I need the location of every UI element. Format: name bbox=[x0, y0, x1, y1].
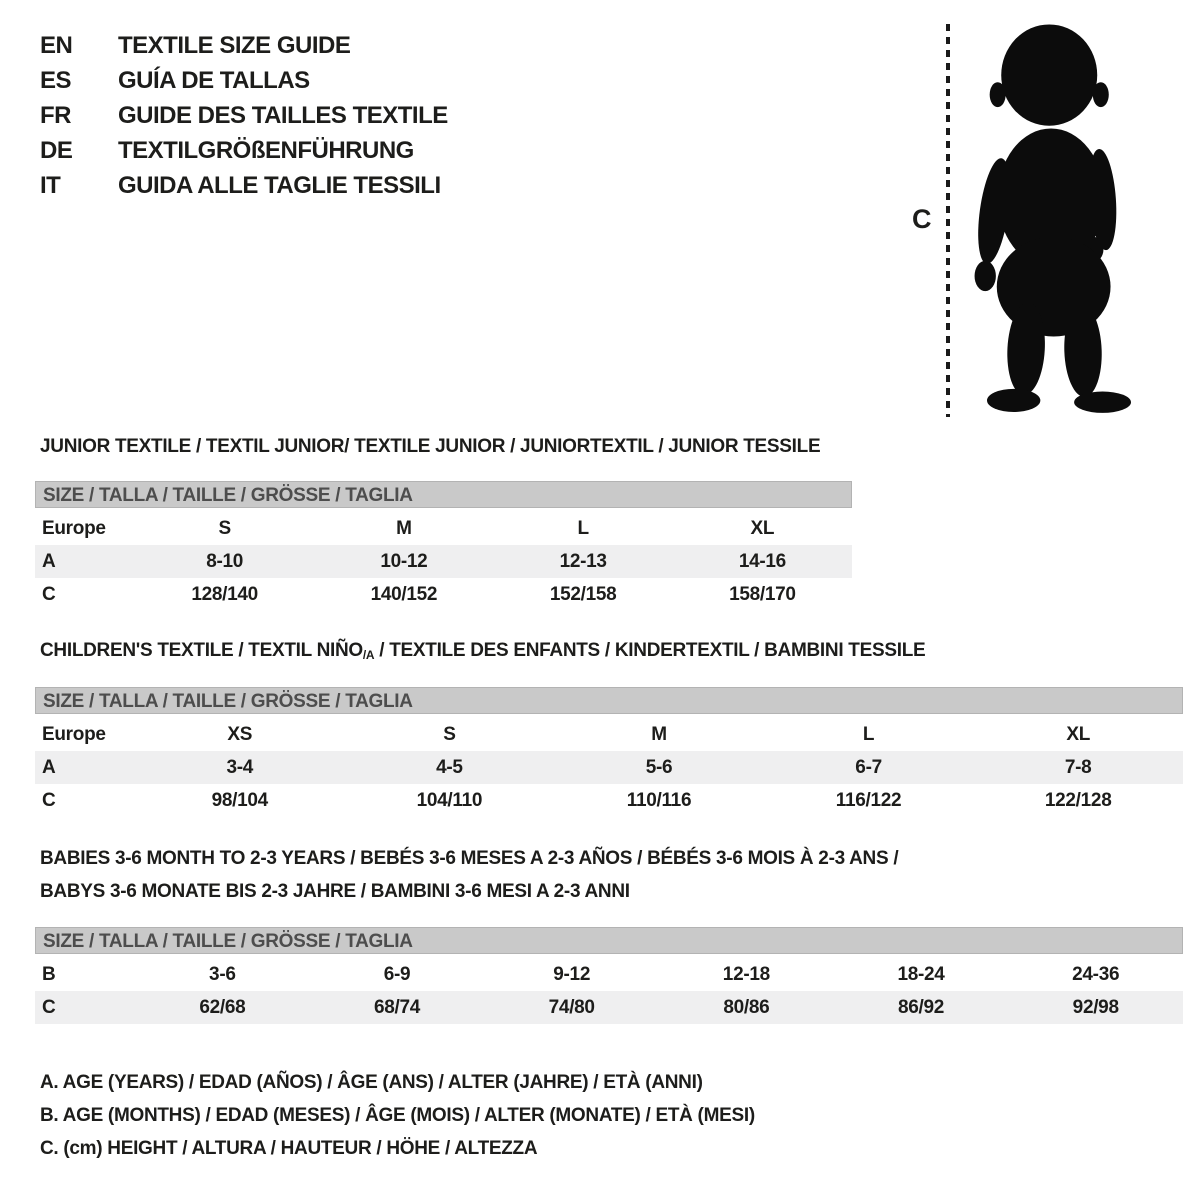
lang-row-fr bbox=[40, 98, 448, 133]
children-size-table bbox=[35, 687, 1183, 817]
row-label: C bbox=[42, 996, 56, 1018]
children-section-title bbox=[40, 640, 925, 662]
measurement-legend bbox=[40, 1066, 755, 1165]
table-cell: 3-6 bbox=[209, 963, 236, 985]
junior-section-title: JUNIOR TEXTILE / TEXTIL JUNIOR/ TEXTILE JUNIOR / JUNIORTEXTIL / JUNIOR TESSILE bbox=[40, 436, 821, 457]
table-cell: 18-24 bbox=[897, 963, 945, 985]
table-cell: 80/86 bbox=[723, 996, 770, 1018]
guide-title-de: TEXTILGRÖßENFÜHRUNG bbox=[118, 136, 414, 164]
table-cell: 122/128 bbox=[1044, 789, 1112, 811]
row-label: A bbox=[42, 550, 56, 572]
legend-line-c: C. (cm) HEIGHT / ALTURA / HAUTEUR / HÖHE / ALTEZZA bbox=[40, 1138, 538, 1159]
language-title-block bbox=[40, 28, 448, 203]
table-cell: 110/116 bbox=[626, 789, 692, 811]
row-label: C bbox=[42, 583, 56, 605]
lang-code: FR bbox=[40, 101, 71, 129]
table-cell: 9-12 bbox=[553, 963, 591, 985]
junior-size-table bbox=[35, 481, 852, 611]
babies-size-table bbox=[35, 927, 1183, 1024]
table-cell: 12-18 bbox=[722, 963, 770, 985]
table-header: SIZE / TALLA / TAILLE / GRÖSSE / TAGLIA bbox=[35, 481, 852, 508]
table-cell: XS bbox=[227, 723, 253, 745]
table-header: SIZE / TALLA / TAILLE / GRÖSSE / TAGLIA bbox=[35, 687, 1183, 714]
legend-line-a: A. AGE (YEARS) / EDAD (AÑOS) / ÂGE (ANS) / ALTER (JAHRE) / ETÀ (ANNI) bbox=[40, 1072, 703, 1093]
table-row bbox=[35, 958, 1183, 991]
children-title-part: CHILDREN'S TEXTILE / TEXTIL NIÑO bbox=[40, 640, 363, 661]
table-row bbox=[35, 751, 1183, 784]
table-cell: 3-4 bbox=[226, 756, 254, 778]
table-cell: 62/68 bbox=[199, 996, 246, 1018]
row-label: C bbox=[42, 789, 56, 811]
row-label: A bbox=[42, 756, 56, 778]
table-cell: M bbox=[396, 517, 412, 539]
table-cell: 24-36 bbox=[1072, 963, 1120, 985]
table-cell: 152/158 bbox=[549, 583, 617, 605]
children-title-part: / TEXTILE DES ENFANTS / KINDERTEXTIL / BAMBINI TESSILE bbox=[374, 640, 926, 661]
table-cell: XL bbox=[1066, 723, 1091, 745]
table-cell: 5-6 bbox=[645, 756, 673, 778]
babies-section-title bbox=[40, 842, 898, 908]
table-cell: 92/98 bbox=[1072, 996, 1119, 1018]
babies-title-line2: BABYS 3-6 MONATE BIS 2-3 JAHRE / BAMBINI 3-6 MESI A 2-3 ANNI bbox=[40, 881, 630, 902]
table-cell: 68/74 bbox=[373, 996, 421, 1018]
lang-row-en bbox=[40, 28, 448, 63]
table-cell: S bbox=[218, 517, 231, 539]
legend-line-b: B. AGE (MONTHS) / EDAD (MESES) / ÂGE (MOIS) / ALTER (MONATE) / ETÀ (MESI) bbox=[40, 1105, 755, 1126]
lang-row-de bbox=[40, 133, 448, 168]
table-cell: M bbox=[651, 723, 667, 745]
lang-row-es bbox=[40, 63, 448, 98]
guide-title-en: TEXTILE SIZE GUIDE bbox=[118, 31, 351, 59]
lang-row-it bbox=[40, 168, 448, 203]
table-cell: 140/152 bbox=[370, 583, 438, 605]
table-cell: 86/92 bbox=[898, 996, 945, 1018]
table-cell: 7-8 bbox=[1064, 756, 1092, 778]
table-row bbox=[35, 784, 1183, 817]
children-title-subscript: /A bbox=[362, 648, 375, 662]
table-cell: 10-12 bbox=[380, 550, 428, 572]
table-cell: 4-5 bbox=[436, 756, 463, 778]
table-cell: XL bbox=[750, 517, 775, 539]
table-cell: 12-13 bbox=[559, 550, 607, 572]
row-label: Europe bbox=[42, 723, 106, 745]
guide-title-fr: GUIDE DES TAILLES TEXTILE bbox=[118, 101, 448, 129]
table-cell: 128/140 bbox=[191, 583, 258, 605]
table-cell: 158/170 bbox=[729, 583, 796, 605]
babies-title-line1: BABIES 3-6 MONTH TO 2-3 YEARS / BEBÉS 3-6 MESES A 2-3 AÑOS / BÉBÉS 3-6 MOIS À 2-3 ANS / bbox=[40, 848, 899, 869]
toddler-silhouette-icon bbox=[962, 20, 1140, 420]
guide-title-it: GUIDA ALLE TAGLIE TESSILI bbox=[118, 171, 441, 199]
table-cell: 6-9 bbox=[383, 963, 411, 985]
height-measure-label: C bbox=[912, 204, 932, 234]
table-row bbox=[35, 578, 852, 611]
table-cell: 104/110 bbox=[416, 789, 483, 811]
table-cell: 14-16 bbox=[738, 550, 786, 572]
table-cell: 8-10 bbox=[206, 550, 244, 572]
table-row bbox=[35, 718, 1183, 751]
table-cell: 116/122 bbox=[835, 789, 902, 811]
lang-code: IT bbox=[40, 171, 61, 199]
table-cell: 98/104 bbox=[211, 789, 268, 811]
lang-code: EN bbox=[40, 31, 73, 59]
table-cell: S bbox=[443, 723, 456, 745]
table-row bbox=[35, 512, 852, 545]
lang-code: DE bbox=[40, 136, 73, 164]
table-row bbox=[35, 545, 852, 578]
height-dashed-line bbox=[946, 24, 950, 417]
row-label: B bbox=[42, 963, 56, 985]
guide-title-es: GUÍA DE TALLAS bbox=[118, 66, 310, 94]
table-cell: 74/80 bbox=[548, 996, 595, 1018]
row-label: Europe bbox=[42, 517, 106, 539]
table-cell: L bbox=[577, 517, 589, 539]
table-row bbox=[35, 991, 1183, 1024]
table-cell: 6-7 bbox=[855, 756, 882, 778]
lang-code: ES bbox=[40, 66, 72, 94]
table-cell: L bbox=[862, 723, 875, 745]
table-header: SIZE / TALLA / TAILLE / GRÖSSE / TAGLIA bbox=[35, 927, 1183, 954]
